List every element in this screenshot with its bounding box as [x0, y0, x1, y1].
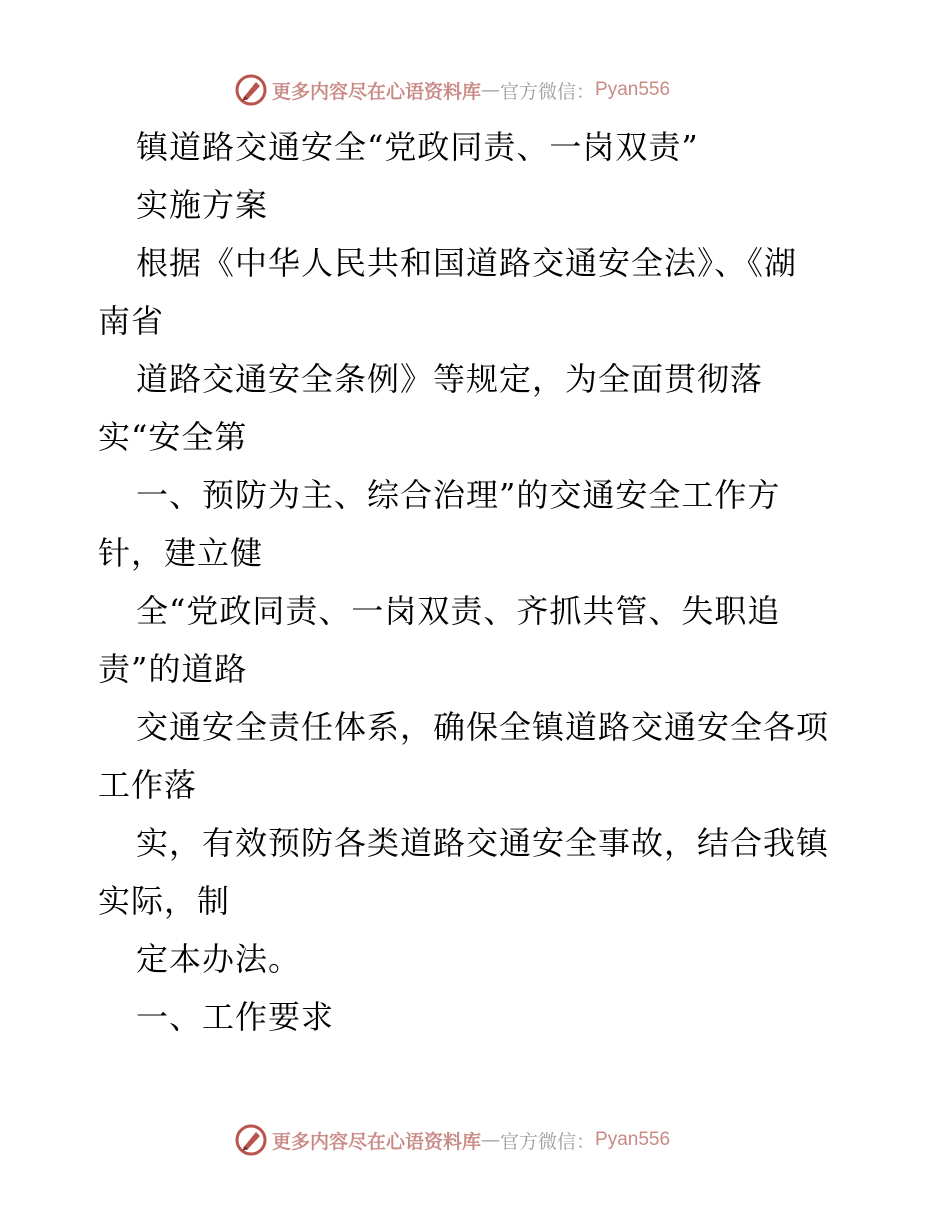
body-text-line: 镇道路交通安全“党政同责、一岗双责”	[136, 128, 699, 166]
watermark-site-name: 更多内容尽在心语资料库	[272, 1130, 482, 1153]
pen-nib-logo-icon	[234, 73, 268, 107]
pen-nib-logo-icon	[234, 1123, 268, 1157]
watermark-wechat-label: 官方微信：	[500, 80, 596, 103]
body-text-line: 责”的道路	[98, 650, 248, 688]
body-text-line: 定本办法。	[136, 940, 302, 978]
body-text-line: 根据《中华人民共和国道路交通安全法》、《湖	[136, 244, 798, 282]
body-text-line: 全“党政同责、一岗双责、齐抓共管、失职追	[136, 592, 781, 630]
body-text-line: 针，建立健	[98, 534, 264, 572]
body-text-line: 实施方案	[136, 186, 269, 224]
body-text-line: 一、工作要求	[136, 998, 335, 1036]
body-text-line: 实，有效预防各类道路交通安全事故，结合我镇	[136, 824, 830, 862]
body-text-line: 实际，制	[98, 882, 231, 920]
watermark-site-name: 更多内容尽在心语资料库	[272, 80, 482, 103]
watermark-wechat-id: Pyan556	[595, 79, 671, 100]
watermark-wechat-label: 官方微信：	[500, 1130, 596, 1153]
body-text-line: 实“安全第	[98, 418, 248, 456]
watermark-dash: —	[481, 79, 501, 101]
watermark-wechat-id: Pyan556	[595, 1129, 671, 1150]
body-text-line: 交通安全责任体系，确保全镇道路交通安全各项	[136, 708, 830, 746]
watermark-dash: —	[481, 1129, 501, 1151]
body-text-line: 一、预防为主、综合治理”的交通安全工作方	[136, 476, 781, 514]
document-body	[98, 118, 858, 1046]
footer-watermark	[234, 1120, 754, 1160]
body-text-line: 南省	[98, 302, 165, 340]
body-text-line: 道路交通安全条例》等规定，为全面贯彻落	[136, 360, 764, 398]
header-watermark	[234, 70, 754, 110]
body-text-line: 工作落	[98, 766, 198, 804]
